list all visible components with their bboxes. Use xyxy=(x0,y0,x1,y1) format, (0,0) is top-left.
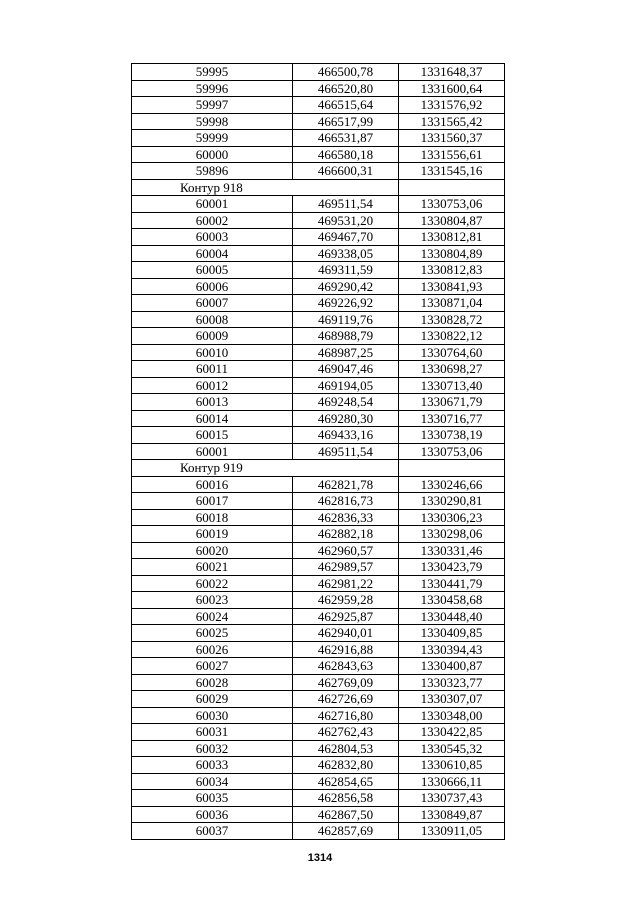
table-row xyxy=(132,163,505,180)
x-coordinate-cell: 462925,87 xyxy=(293,608,399,625)
y-coordinate-cell: 1330716,77 xyxy=(399,410,505,427)
contour-label: Контур 918 xyxy=(132,179,399,196)
x-coordinate-cell: 466515,64 xyxy=(293,97,399,114)
point-number-cell: 59896 xyxy=(132,163,293,180)
table-row xyxy=(132,196,505,213)
table-row xyxy=(132,443,505,460)
point-number-cell: 60008 xyxy=(132,311,293,328)
x-coordinate-cell: 466500,78 xyxy=(293,64,399,81)
table-row xyxy=(132,641,505,658)
x-coordinate-cell: 469467,70 xyxy=(293,229,399,246)
y-coordinate-cell: 1330394,43 xyxy=(399,641,505,658)
point-number-cell: 60022 xyxy=(132,575,293,592)
point-number-cell: 59997 xyxy=(132,97,293,114)
x-coordinate-cell: 469194,05 xyxy=(293,377,399,394)
table-row xyxy=(132,427,505,444)
table-row xyxy=(132,773,505,790)
x-coordinate-cell: 462821,78 xyxy=(293,476,399,493)
y-coordinate-cell: 1330307,07 xyxy=(399,691,505,708)
table-row xyxy=(132,823,505,840)
table-row xyxy=(132,493,505,510)
table-row xyxy=(132,674,505,691)
y-coordinate-cell: 1331545,16 xyxy=(399,163,505,180)
point-number-cell: 60013 xyxy=(132,394,293,411)
x-coordinate-cell: 462981,22 xyxy=(293,575,399,592)
y-coordinate-cell: 1330828,72 xyxy=(399,311,505,328)
y-coordinate-cell: 1330753,06 xyxy=(399,443,505,460)
table-row xyxy=(132,278,505,295)
y-coordinate-cell: 1330804,87 xyxy=(399,212,505,229)
y-coordinate-cell: 1330448,40 xyxy=(399,608,505,625)
point-number-cell: 60028 xyxy=(132,674,293,691)
point-number-cell: 60005 xyxy=(132,262,293,279)
table-row xyxy=(132,608,505,625)
table-row xyxy=(132,757,505,774)
point-number-cell: 60032 xyxy=(132,740,293,757)
point-number-cell: 60021 xyxy=(132,559,293,576)
point-number-cell: 60015 xyxy=(132,427,293,444)
x-coordinate-cell: 462857,69 xyxy=(293,823,399,840)
x-coordinate-cell: 462856,58 xyxy=(293,790,399,807)
x-coordinate-cell: 466600,31 xyxy=(293,163,399,180)
x-coordinate-cell: 469531,20 xyxy=(293,212,399,229)
table-row xyxy=(132,344,505,361)
y-coordinate-cell: 1331648,37 xyxy=(399,64,505,81)
empty-cell xyxy=(399,460,505,477)
point-number-cell: 59998 xyxy=(132,113,293,130)
point-number-cell: 59995 xyxy=(132,64,293,81)
point-number-cell: 60009 xyxy=(132,328,293,345)
page-number: 1314 xyxy=(307,852,333,864)
coordinates-table-body xyxy=(132,64,505,840)
x-coordinate-cell: 469433,16 xyxy=(293,427,399,444)
x-coordinate-cell: 462959,28 xyxy=(293,592,399,609)
y-coordinate-cell: 1330348,00 xyxy=(399,707,505,724)
point-number-cell: 60037 xyxy=(132,823,293,840)
point-number-cell: 60024 xyxy=(132,608,293,625)
y-coordinate-cell: 1330441,79 xyxy=(399,575,505,592)
table-row xyxy=(132,592,505,609)
y-coordinate-cell: 1330753,06 xyxy=(399,196,505,213)
y-coordinate-cell: 1330849,87 xyxy=(399,806,505,823)
x-coordinate-cell: 469226,92 xyxy=(293,295,399,312)
x-coordinate-cell: 469248,54 xyxy=(293,394,399,411)
table-row xyxy=(132,229,505,246)
x-coordinate-cell: 466580,18 xyxy=(293,146,399,163)
table-row xyxy=(132,724,505,741)
table-row xyxy=(132,311,505,328)
contour-header-row xyxy=(132,460,505,477)
point-number-cell: 60014 xyxy=(132,410,293,427)
x-coordinate-cell: 462882,18 xyxy=(293,526,399,543)
table-row xyxy=(132,130,505,147)
y-coordinate-cell: 1331565,42 xyxy=(399,113,505,130)
y-coordinate-cell: 1331560,37 xyxy=(399,130,505,147)
y-coordinate-cell: 1330298,06 xyxy=(399,526,505,543)
x-coordinate-cell: 469511,54 xyxy=(293,443,399,460)
table-row xyxy=(132,526,505,543)
y-coordinate-cell: 1330671,79 xyxy=(399,394,505,411)
y-coordinate-cell: 1330409,85 xyxy=(399,625,505,642)
table-row xyxy=(132,80,505,97)
point-number-cell: 60007 xyxy=(132,295,293,312)
x-coordinate-cell: 462804,53 xyxy=(293,740,399,757)
table-row xyxy=(132,542,505,559)
x-coordinate-cell: 462843,63 xyxy=(293,658,399,675)
x-coordinate-cell: 462832,80 xyxy=(293,757,399,774)
x-coordinate-cell: 468987,25 xyxy=(293,344,399,361)
x-coordinate-cell: 462989,57 xyxy=(293,559,399,576)
point-number-cell: 60031 xyxy=(132,724,293,741)
x-coordinate-cell: 468988,79 xyxy=(293,328,399,345)
x-coordinate-cell: 462762,43 xyxy=(293,724,399,741)
x-coordinate-cell: 462960,57 xyxy=(293,542,399,559)
x-coordinate-cell: 462854,65 xyxy=(293,773,399,790)
y-coordinate-cell: 1330911,05 xyxy=(399,823,505,840)
y-coordinate-cell: 1330545,32 xyxy=(399,740,505,757)
point-number-cell: 60033 xyxy=(132,757,293,774)
point-number-cell: 60035 xyxy=(132,790,293,807)
table-row xyxy=(132,262,505,279)
y-coordinate-cell: 1330804,89 xyxy=(399,245,505,262)
y-coordinate-cell: 1330331,46 xyxy=(399,542,505,559)
x-coordinate-cell: 462940,01 xyxy=(293,625,399,642)
y-coordinate-cell: 1330666,11 xyxy=(399,773,505,790)
table-row xyxy=(132,559,505,576)
point-number-cell: 60034 xyxy=(132,773,293,790)
y-coordinate-cell: 1331600,64 xyxy=(399,80,505,97)
point-number-cell: 60001 xyxy=(132,196,293,213)
y-coordinate-cell: 1330812,83 xyxy=(399,262,505,279)
point-number-cell: 60023 xyxy=(132,592,293,609)
table-row xyxy=(132,806,505,823)
point-number-cell: 60018 xyxy=(132,509,293,526)
x-coordinate-cell: 469047,46 xyxy=(293,361,399,378)
y-coordinate-cell: 1330812,81 xyxy=(399,229,505,246)
point-number-cell: 60004 xyxy=(132,245,293,262)
x-coordinate-cell: 469511,54 xyxy=(293,196,399,213)
x-coordinate-cell: 462716,80 xyxy=(293,707,399,724)
point-number-cell: 60025 xyxy=(132,625,293,642)
y-coordinate-cell: 1330713,40 xyxy=(399,377,505,394)
table-row xyxy=(132,691,505,708)
point-number-cell: 60011 xyxy=(132,361,293,378)
table-row xyxy=(132,658,505,675)
y-coordinate-cell: 1330764,60 xyxy=(399,344,505,361)
table-row xyxy=(132,707,505,724)
table-row xyxy=(132,113,505,130)
point-number-cell: 60029 xyxy=(132,691,293,708)
y-coordinate-cell: 1330423,79 xyxy=(399,559,505,576)
table-row xyxy=(132,377,505,394)
y-coordinate-cell: 1330400,87 xyxy=(399,658,505,675)
x-coordinate-cell: 466517,99 xyxy=(293,113,399,130)
table-row xyxy=(132,146,505,163)
y-coordinate-cell: 1330422,85 xyxy=(399,724,505,741)
point-number-cell: 60019 xyxy=(132,526,293,543)
point-number-cell: 59996 xyxy=(132,80,293,97)
table-row xyxy=(132,625,505,642)
table-row xyxy=(132,790,505,807)
x-coordinate-cell: 469338,05 xyxy=(293,245,399,262)
x-coordinate-cell: 462726,69 xyxy=(293,691,399,708)
point-number-cell: 60003 xyxy=(132,229,293,246)
x-coordinate-cell: 462769,09 xyxy=(293,674,399,691)
y-coordinate-cell: 1330698,27 xyxy=(399,361,505,378)
point-number-cell: 60006 xyxy=(132,278,293,295)
table-row xyxy=(132,394,505,411)
point-number-cell: 60027 xyxy=(132,658,293,675)
point-number-cell: 60030 xyxy=(132,707,293,724)
x-coordinate-cell: 469280,30 xyxy=(293,410,399,427)
x-coordinate-cell: 466531,87 xyxy=(293,130,399,147)
x-coordinate-cell: 469290,42 xyxy=(293,278,399,295)
point-number-cell: 59999 xyxy=(132,130,293,147)
point-number-cell: 60017 xyxy=(132,493,293,510)
x-coordinate-cell: 462916,88 xyxy=(293,641,399,658)
y-coordinate-cell: 1330822,12 xyxy=(399,328,505,345)
point-number-cell: 60036 xyxy=(132,806,293,823)
table-row xyxy=(132,328,505,345)
y-coordinate-cell: 1330458,68 xyxy=(399,592,505,609)
y-coordinate-cell: 1330841,93 xyxy=(399,278,505,295)
point-number-cell: 60002 xyxy=(132,212,293,229)
table-row xyxy=(132,245,505,262)
point-number-cell: 60000 xyxy=(132,146,293,163)
point-number-cell: 60001 xyxy=(132,443,293,460)
table-row xyxy=(132,410,505,427)
table-row xyxy=(132,212,505,229)
x-coordinate-cell: 462836,33 xyxy=(293,509,399,526)
point-number-cell: 60012 xyxy=(132,377,293,394)
y-coordinate-cell: 1330306,23 xyxy=(399,509,505,526)
y-coordinate-cell: 1330610,85 xyxy=(399,757,505,774)
table-row xyxy=(132,476,505,493)
y-coordinate-cell: 1330323,77 xyxy=(399,674,505,691)
x-coordinate-cell: 466520,80 xyxy=(293,80,399,97)
y-coordinate-cell: 1330738,19 xyxy=(399,427,505,444)
contour-header-row xyxy=(132,179,505,196)
table-row xyxy=(132,97,505,114)
x-coordinate-cell: 462816,73 xyxy=(293,493,399,510)
table-row xyxy=(132,575,505,592)
table-row xyxy=(132,361,505,378)
y-coordinate-cell: 1331556,61 xyxy=(399,146,505,163)
y-coordinate-cell: 1330737,43 xyxy=(399,790,505,807)
x-coordinate-cell: 469119,76 xyxy=(293,311,399,328)
table-row xyxy=(132,64,505,81)
point-number-cell: 60010 xyxy=(132,344,293,361)
contour-label: Контур 919 xyxy=(132,460,399,477)
x-coordinate-cell: 462867,50 xyxy=(293,806,399,823)
empty-cell xyxy=(399,179,505,196)
coordinates-table xyxy=(131,63,505,840)
table-row xyxy=(132,509,505,526)
x-coordinate-cell: 469311,59 xyxy=(293,262,399,279)
table-row xyxy=(132,740,505,757)
point-number-cell: 60026 xyxy=(132,641,293,658)
y-coordinate-cell: 1330871,04 xyxy=(399,295,505,312)
table-row xyxy=(132,295,505,312)
y-coordinate-cell: 1331576,92 xyxy=(399,97,505,114)
point-number-cell: 60016 xyxy=(132,476,293,493)
y-coordinate-cell: 1330290,81 xyxy=(399,493,505,510)
point-number-cell: 60020 xyxy=(132,542,293,559)
y-coordinate-cell: 1330246,66 xyxy=(399,476,505,493)
